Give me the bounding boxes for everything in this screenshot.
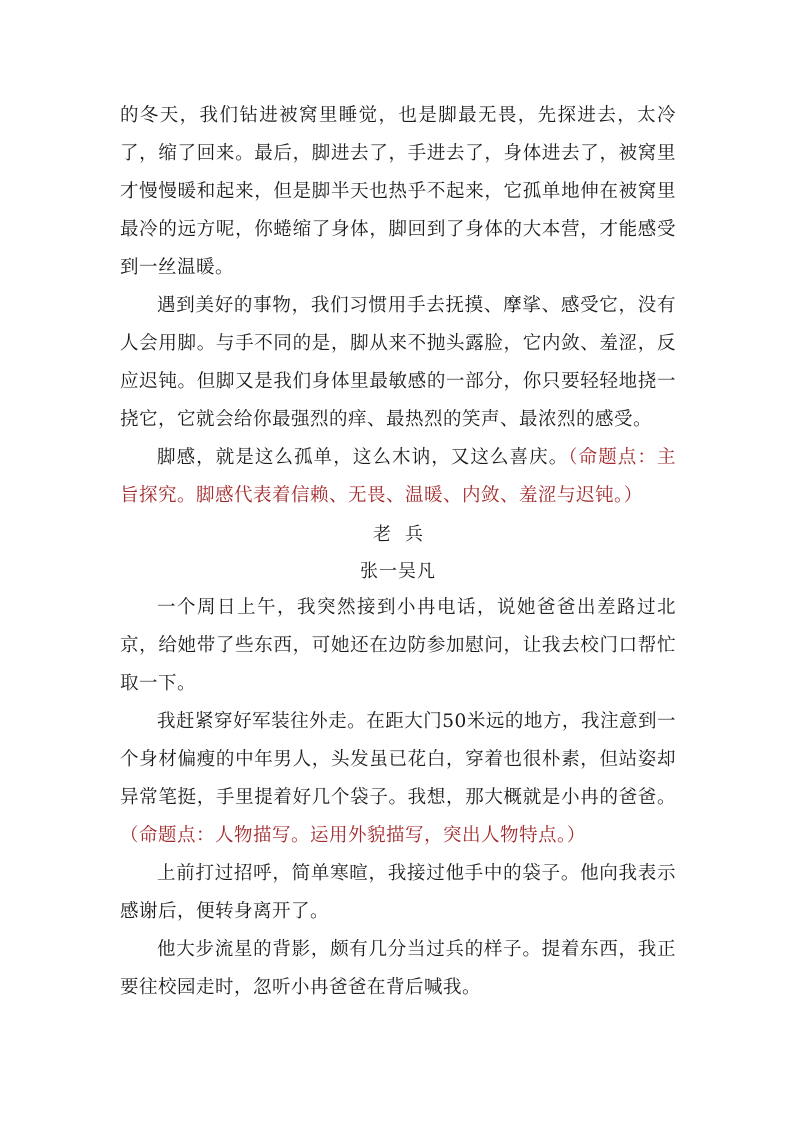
- paragraph: 一个周日上午，我突然接到小冉电话，说她爸爸出差路过北京，给她带了些东西，可她还在边防参加慰问，让我去校门口帮忙取一下。: [120, 597, 676, 694]
- paragraph: 遇到美好的事物，我们习惯用手去抚摸、摩挲、感受它，没有人会用脚。与手不同的是，脚从来不抛头露脸，它内敛、羞涩，反应迟钝。但脚又是我们身体里最敏感的一部分，你只要轻轻地挠一挠它，它就会给你最强烈的痒、最热烈的笑声、最浓烈的感受。: [120, 295, 676, 430]
- annotation-note: （命题点：主旨探究。脚感代表着信赖、无畏、温暖、内敛、羞涩与迟钝。）: [120, 447, 676, 506]
- paragraph: 上前打过招呼，简单寒暄，我接过他手中的袋子。他向我表示感谢后，便转身离开了。: [120, 863, 676, 922]
- paragraph: [120, 439, 676, 515]
- paragraph-text: 我赶紧穿好军装往外走。在距大门50米远的地方，我注意到一个身材偏瘦的中年男人，头发虽已花白，穿着也很朴素，但站姿却异常笔挺，手里提着好几个袋子。我想，那大概就是小冉的爸爸。: [120, 711, 676, 808]
- paragraph: 他大步流星的背影，颇有几分当过兵的样子。提着东西，我正要往校园走时，忽听小冉爸爸在背后喊我。: [120, 939, 676, 998]
- article-author: 张一吴凡: [360, 561, 436, 582]
- paragraph: [120, 703, 676, 855]
- document-page: [120, 97, 676, 1007]
- paragraph-text: 脚感，就是这么孤单，这么木讷，又这么喜庆。: [157, 447, 569, 468]
- paragraph: 的冬天，我们钻进被窝里睡觉，也是脚最无畏，先探进去，太冷了，缩了回来。最后，脚进去了，手进去了，身体进去了，被窝里才慢慢暖和起来，但是脚半天也热乎不起来，它孤单地伸在被窝里最冷的远方呢，你蜷缩了身体，脚回到了身体的大本营，才能感受到一丝温暖。: [120, 105, 676, 278]
- article-title: 老兵: [373, 524, 437, 545]
- annotation-note: （命题点：人物描写。运用外貌描写，突出人物特点。）: [120, 825, 586, 846]
